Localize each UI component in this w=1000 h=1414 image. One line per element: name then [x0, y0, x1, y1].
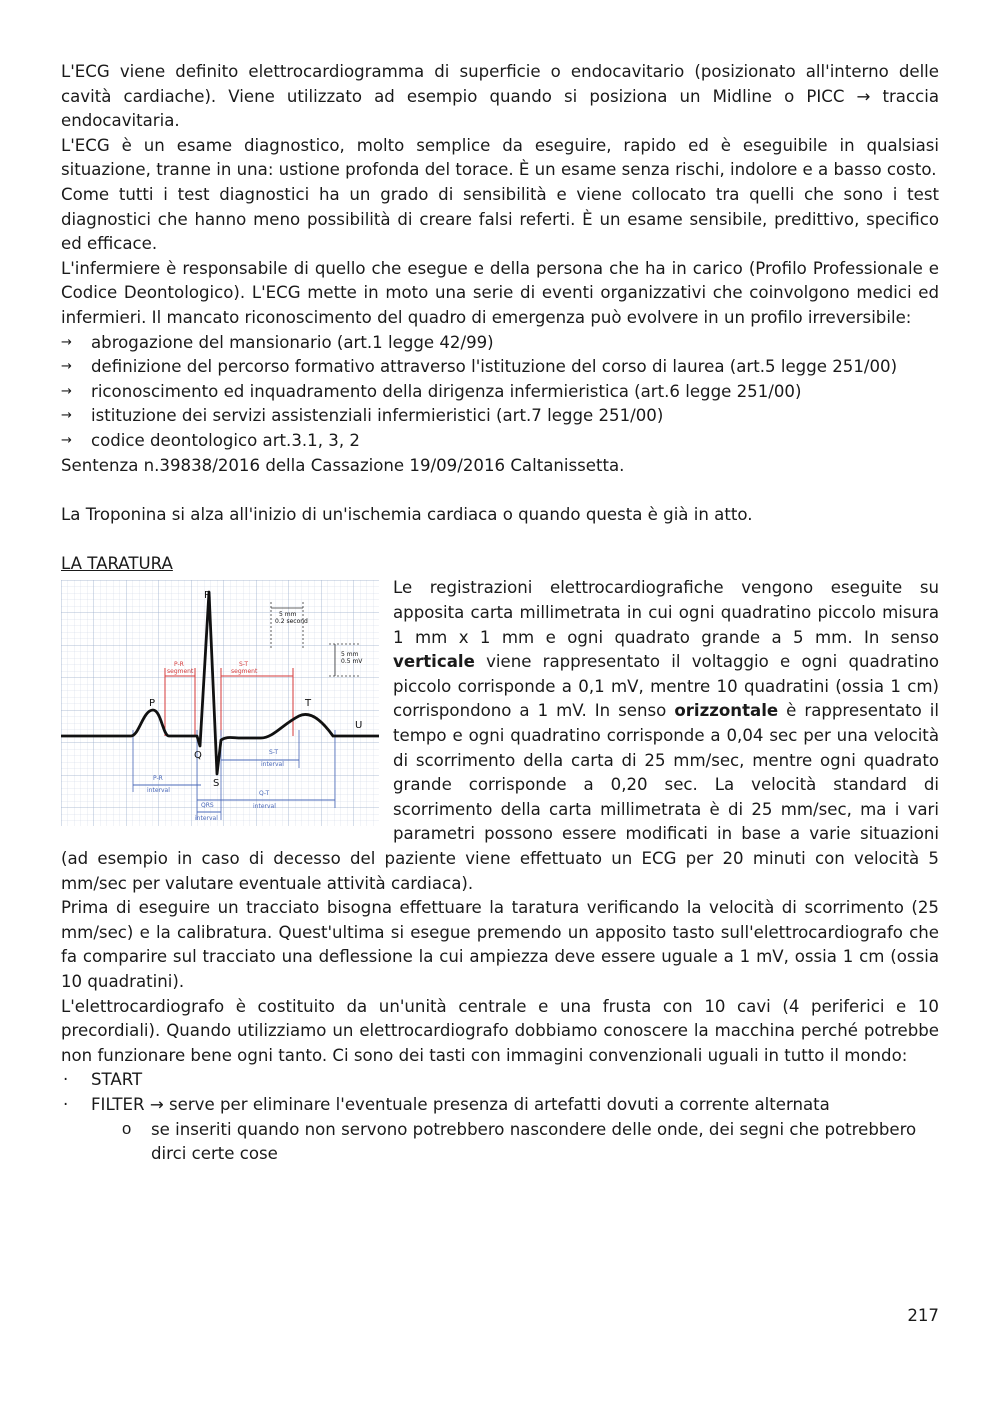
svg-text:segment: segment — [231, 668, 258, 676]
svg-text:interval: interval — [253, 803, 276, 811]
svg-text:segment: segment — [167, 668, 194, 676]
paragraph-nurse-responsibility: L'infermiere è responsabile di quello che esegue e della persona che ha in carico (Profilo Professionale e Codice Deontologico). L'ECG mette in moto una serie di eventi organizzativi che coinvolgono medici ed infermieri. Il mancato riconoscimento del quadro di emergenza può evolvere in un profilo irreversibile: — [61, 258, 939, 327]
svg-text:interval: interval — [261, 761, 284, 769]
list-item: o se inseriti quando non servono potrebbero nascondere delle onde, dei segni che potrebbero dirci certe cose — [122, 1118, 917, 1164]
arrow-icon: → — [61, 408, 72, 424]
ecg-diagram — [61, 580, 379, 826]
law-list — [61, 331, 939, 454]
list-item: → definizione del percorso formativo attraverso l'istituzione del corso di laurea (art.5 legge 251/00) — [61, 355, 939, 380]
paragraph-ecg-definition: L'ECG viene definito elettrocardiogramma di superficie o endocavitario (posizionato all'interno delle cavità cardiache). Viene utilizzato ad esempio quando si posiziona un Midline o PICC → traccia endocavitaria. — [61, 62, 939, 131]
arrow-icon: → — [61, 383, 72, 399]
time-scale-label: 5 mm — [279, 611, 297, 619]
voltage-scale-label: 5 mm — [341, 651, 359, 659]
paragraph-calibration: Prima di eseguire un tracciato bisogna effettuare la taratura verificando la velocità di scorrimento (25 mm/sec) e la calibratura. Quest'ultima si esegue premendo un apposito tasto sull'elettrocardiografo che fa comparire sul tracciato una deflessione la cui ampiezza deve essere uguale a 1 mV, ossia 1 cm (ossia 10 quadratini). — [61, 898, 939, 991]
list-item: · FILTER → serve per eliminare l'eventuale presenza di artefatti dovuti a corrente alternata — [61, 1093, 939, 1118]
paragraph-electrocardiograph: L'elettrocardiografo è costituito da un'unità centrale e una frusta con 10 cavi (4 periferici e 10 precordiali). Quando utilizziamo un elettrocardiografo dobbiamo conoscere la macchina perché potrebbe non funzionare bene ogni tanto. Ci sono dei tasti con immagini convenzionali uguali in tutto il mondo: — [61, 996, 939, 1065]
r-wave-label: R — [204, 590, 211, 602]
q-wave-label: Q — [194, 750, 202, 762]
p-wave-label: P — [149, 698, 156, 710]
paragraph-ecg-exam: L'ECG è un esame diagnostico, molto semplice da eseguire, rapido ed è eseguibile in qualsiasi situazione, tranne in una: ustione profonda del torace. È un esame senza rischi, indolore e a basso costo. — [61, 135, 939, 180]
svg-text:interval: interval — [147, 787, 170, 795]
troponina-line: La Troponina si alza all'inizio di un'ischemia cardiaca o quando questa è già in atto. — [61, 504, 753, 524]
svg-text:interval: interval — [195, 815, 218, 823]
qt-interval-label: Q-T — [259, 790, 270, 798]
list-item: · START — [61, 1068, 939, 1093]
svg-text:0.2 second: 0.2 second — [275, 618, 308, 626]
paragraph-ecg-sensitivity: Come tutti i test diagnostici ha un grado di sensibilità e viene collocato tra quelli che sono i test diagnostici che hanno meno possibilità di creare falsi referti. È un esame sensibile, predittivo, specifico ed efficace. — [61, 184, 939, 254]
arrow-icon: → — [61, 432, 72, 448]
pr-segment-label: P-R — [174, 661, 184, 669]
st-interval-label: S-T — [269, 749, 279, 757]
sentenza-line: Sentenza n.39838/2016 della Cassazione 19/09/2016 Caltanissetta. — [61, 455, 625, 475]
list-item: → istituzione dei servizi assistenziali infermieristici (art.7 legge 251/00) — [61, 404, 939, 429]
button-list — [61, 1068, 939, 1117]
ecg-waveform-figure — [61, 580, 379, 826]
t-wave-label: T — [305, 698, 312, 710]
section-heading-taratura: LA TARATURA — [61, 553, 173, 573]
arrow-icon: → — [61, 334, 72, 350]
pr-interval-label: P-R — [153, 775, 163, 783]
svg-text:0.5 mV: 0.5 mV — [341, 658, 363, 666]
ecg-grid-paper — [61, 580, 379, 826]
arrow-icon: → — [61, 359, 72, 375]
filter-sub-list — [61, 1118, 939, 1167]
list-item: → riconoscimento ed inquadramento della dirigenza infermieristica (art.6 legge 251/00) — [61, 380, 939, 405]
list-item: → codice deontologico art.3.1, 3, 2 — [61, 429, 939, 454]
bullet-icon: · — [63, 1094, 69, 1114]
s-wave-label: S — [213, 778, 220, 790]
qrs-interval-label: QRS — [201, 802, 214, 810]
u-wave-label: U — [355, 720, 363, 732]
bullet-icon: · — [63, 1070, 69, 1090]
list-item: → abrogazione del mansionario (art.1 legge 42/99) — [61, 331, 939, 356]
paragraph-taratura: Le registrazioni elettrocardiografiche vengono eseguite su apposita carta millimetrata in cui ogni quadratino piccolo misura 1 mm x 1 mm e ogni quadrato grande a 5 mm. In senso verticale viene rappresentato il voltaggio e ogni quadratino piccolo corrisponde a 0,1 mV, mentre 10 quadratini (ossia 1 cm) corrispondono a 1 mV. In senso orizzontale è rappresentato il tempo e ogni quadratino corrisponde a 0,04 sec per una velocità di scorrimento della carta di 25 mm/sec, mentre ogni quadrato grande corrisponde a 0,20 sec. La velocità standard di scorrimento della carta millimetrata è di 25 mm/sec, ma i vari parametri possono essere modificati in base a varie situazioni (ad esempio in caso di decesso del paziente viene effettuato un ECG per 20 minuti con velocità 5 mm/sec per valutare eventuale attività cardiaca). — [61, 578, 939, 893]
circle-bullet-icon: o — [122, 1118, 132, 1138]
document-page — [61, 60, 939, 1167]
page-number: 217 — [907, 1306, 939, 1325]
st-segment-label: S-T — [239, 661, 249, 669]
